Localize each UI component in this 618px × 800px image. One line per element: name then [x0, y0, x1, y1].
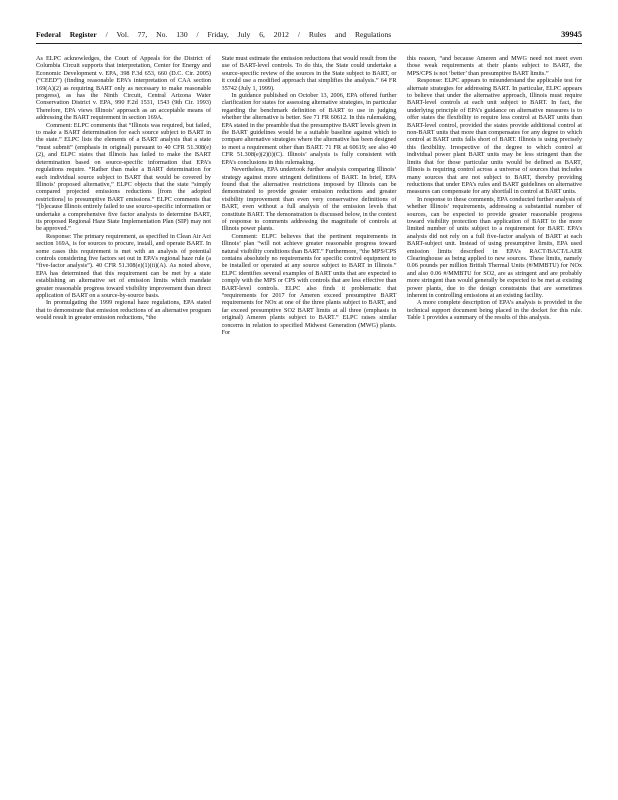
- column-2: [222, 55, 397, 777]
- paragraph: Nevertheless, EPA undertook further analysis comparing Illinois’ strategy against more stringent definitions of BART. In brief, EPA found that the alternative restrictions imposed by Illinois can be demonstrated to provide greater emission reductions and greater visibility improvement than even very conservative definitions of BART, even without a full analysis of the emission levels that constitute BART. The demonstration is discussed below, in the context of response to comments addressing the magnitude of controls at Illinois power plants.: [221, 166, 397, 233]
- paragraph: Comment: ELPC believes that the pertinent requirements in Illinois’ plan “will not achieve greater reasonable progress toward natural visibility conditions than BART.” Furthermore, “the MPS/CPS contains absolutely no requirements for specific control equipment to be installed or operated at any source subject to BART in Illinois.” ELPC identifies several examples of BART units that are expected to comply with the MPS or CPS with controls that are less effective than BART-level controls. ELPC also finds it problematic that “requirements for 2017 for Ameren exceed presumptive BART requirements for NOx at one of the three plants subject to BART, and far exceed presumptive SO2 BART limits at all three (emphasis in original) Ameren plants subject to BART.” ELPC raises similar concerns in relation to specified Midwest Generation (MWG) plants. For: [221, 232, 397, 337]
- page-number: 39945: [561, 30, 582, 39]
- paragraph: In response to these comments, EPA conducted further analysis of whether Illinois’ requirements, addressing a substantial number of sources, can be expected to provide greater reasonable progress toward visibility protection than application of BART to the more limited number of units subject to a requirement for BART. EPA’s analysis did not rely on a full five-factor analysis of BART at each BART-subject unit. Instead of using presumptive limits, EPA used emission limits described in EPA’s RACT/BACT/LAER Clearinghouse as being applied to new sources. These limits, namely 0.06 pounds per million British Thermal Units (#/MMBTU) for NOx and also 0.06 #/MMBTU for SO2, are as stringent and are probably more stringent than would generally be expected to be met at existing power plants, due to the design constraints that are sometimes inherent in controlling emissions at an existing facility.: [407, 195, 582, 299]
- paragraph: A more complete description of EPA’s analysis is provided in the technical support document being placed in the docket for this rule. Table 1 provides a summary of the results of this analysis.: [407, 299, 582, 322]
- paragraph: Response: The primary requirement, as specified in Clean Air Act section 169A, is for sources to procure, install, and operate BART. In some cases this requirement is met with an analysis of potential controls considering five factors set out in EPA’s regional haze rule (a “five-factor analysis”). 40 CFR 51.308(e)(1)(ii)(A). As noted above, EPA has determined that this requirement can be met by a state establishing an alternative set of emission limits which mandate greater reasonable progress toward visibility improvement than direct application of BART on a source-by-source basis.: [36, 232, 211, 299]
- paragraph: Comment: ELPC comments that “Illinois was required, but failed, to make a BART determination for each source subject to BART in the state.” ELPC lists the elements of a BART analysis that a state “must submit” (emphasis in original) pursuant to 40 CFR 51.308(e)(2), and ELPC states that Illinois has failed to make the BART determination based on source-specific information that EPA’s regulations require. “Rather than make a BART determination for each individual source subject to BART that would be covered by Illinois’ proposed alternative,” ELPC objects that the state “simply compared projected emissions reductions [from the adopted restrictions] to presumptive BART emissions.” ELPC comments that “[b]ecause Illinois entirely failed to use source-specific information or undertake a comprehensive five factor analysis to determine BART, its proposed Regional Haze State Implementation Plan (SIP) may not be approved.”: [36, 121, 211, 233]
- page-header: [36, 30, 582, 44]
- issue-info: / Vol. 77, No. 130 / Friday, July 6, 2012 / Rules and Regulations: [105, 30, 392, 39]
- header-title: [36, 30, 391, 40]
- paragraph: In promulgating the 1999 regional haze regulations, EPA stated that to demonstrate that emission reductions of an alternative program would result in greater emission reductions, “the: [36, 299, 211, 322]
- column-1: [36, 55, 211, 777]
- text-columns: [36, 55, 582, 777]
- column-3: [407, 55, 582, 777]
- paragraph: this reason, “and because Ameren and MWG need not meet even those weak requirements at their plants subject to BART, the MPS/CPS is not ‘better’ than presumptive BART limits.”: [407, 55, 582, 77]
- journal-name: Federal Register: [36, 30, 97, 39]
- paragraph: State must estimate the emission reductions that would result from the use of BART-level controls. To do this, the State could undertake a source-specific review of the sources in the State subject to BART, or it could use a modified approach that simplifies the analysis.” 64 FR 35742 (July 1, 1999).: [221, 55, 397, 92]
- paragraph: Response: ELPC appears to misunderstand the applicable test for alternate strategies for addressing BART. In particular, ELPC appears to believe that under the alternative approach, Illinois must require BART-level controls at each unit subject to BART. In fact, the underlying principle of EPA’s guidance on alternative measures is to offer states the flexibility to require less control at BART units than BART-level control, provided the states provide additional control at non-BART units that more than compensates for any degree to which control at BART units falls short of BART. Illinois is using precisely this flexibility. Irrespective of the degree to which control at individual power plant BART units may be less stringent than the limits that for those particular units would be defined as BART, Illinois is requiring control across a universe of sources that includes many sources that are not subject to BART, thereby providing reductions that under EPA’s rules and BART guidelines on alternative measures can compensate for any shortfall in control at BART units.: [407, 77, 582, 196]
- paragraph: As ELPC acknowledges, the Court of Appeals for the District of Columbia Circuit supports that interpretation, Center for Energy and Economic Development v. EPA, 398 F.3d 653, 660 (D.C. Cir. 2005) (“CEED”) (finding reasonable EPA’s interpretation of CAA section 169(A)(2) as requiring BART only as necessary to make reasonable progress), as has the Ninth Circuit, Central Arizona Water Conservation District v. EPA, 990 F.2d 1531, 1543 (9th Cir. 1993) Therefore, EPA views Illinois’ approach as an acceptable means of addressing the BART requirement in section 169A.: [36, 55, 211, 122]
- paragraph: In guidance published on October 13, 2006, EPA offered further clarification for states for assessing alternative strategies, in particular regarding the benchmark definition of BART to use in judging whether the alternative is better. See 71 FR 60612. In this rulemaking, EPA stated in the preamble that the presumptive BART levels given in the BART guidelines would be a suitable baseline against which to compare alternative strategies where the alternative has been designed to meet a requirement other than BART. 71 FR at 60619; see also 40 CFR 51.308(e)(2)(i)(C). Illinois’ analysis is fully consistent with EPA’s conclusions in this rulemaking.: [221, 92, 397, 166]
